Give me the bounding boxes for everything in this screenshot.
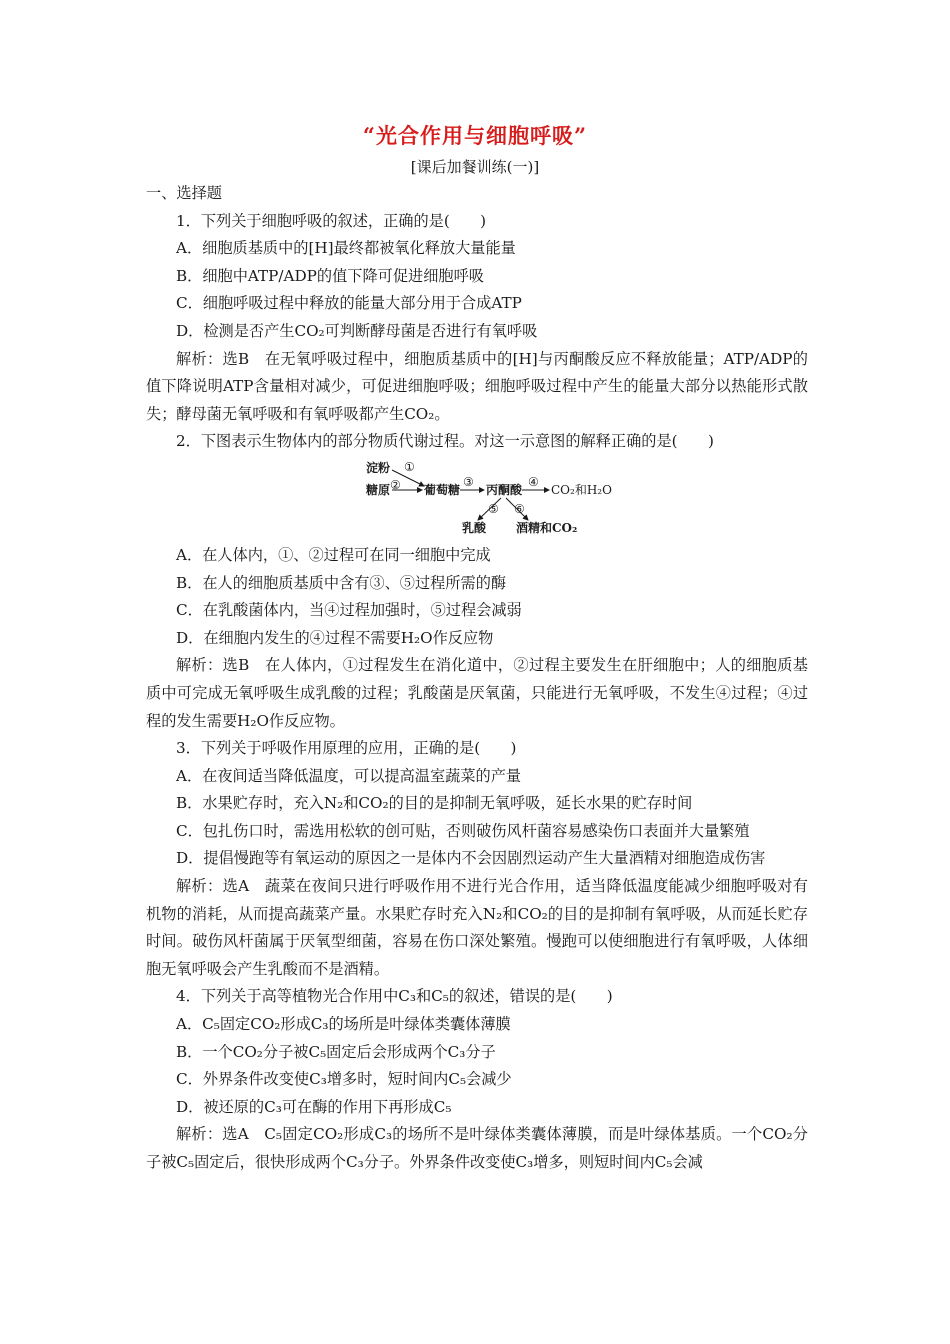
q2-option-d: D．在细胞内发生的④过程不需要H₂O作反应物 [176, 628, 494, 647]
q1-stem: 1．下列关于细胞呼吸的叙述，正确的是( ) [176, 211, 487, 230]
document-body [146, 180, 808, 1177]
step-2-label: ② [390, 477, 401, 492]
q3-option-d: D．提倡慢跑等有氧运动的原因之一是体内不会因剧烈运动产生大量酒精对细胞造成伤害 [176, 849, 766, 868]
glycogen-label: 糖原 [366, 482, 391, 497]
q3-analysis: 解析：选A 蔬菜在夜间只进行呼吸作用不进行光合作用，适当降低温度能减少细胞呼吸对有机物的消耗，从而提高蔬菜产量。水果贮存时充入N₂和CO₂的目的是抑制有氧呼吸，从而延长贮存时间。破伤风杆菌属于厌氧型细菌，容易在伤口深处繁殖。慢跑可以使细胞进行有氧呼吸，人体细胞无氧呼吸会产生乳酸而不是酒精。 [146, 877, 808, 978]
q3-option-a: A．在夜间适当降低温度，可以提高温室蔬菜的产量 [176, 766, 522, 785]
q3-stem: 3．下列关于呼吸作用原理的应用，正确的是( ) [176, 739, 517, 758]
q2-stem: 2．下图表示生物体内的部分物质代谢过程。对这一示意图的解释正确的是( ) [176, 432, 714, 451]
q1-analysis: 解析：选B 在无氧呼吸过程中，细胞质基质中的[H]与丙酮酸反应不释放能量；ATP/ADP的值下降说明ATP含量相对减少，可促进细胞呼吸；细胞呼吸过程中产生的能量大部分以热能形式散失；酵母菌无氧呼吸和有氧呼吸都产生CO₂。 [146, 349, 808, 423]
step-4-label: ④ [528, 474, 539, 489]
q1-option-a: A．细胞质基质中的[H]最终都被氧化释放大量能量 [176, 239, 516, 258]
step-6-label: ⑥ [514, 501, 525, 516]
section-heading: 一、选择题 [146, 184, 222, 202]
q2-option-c: C．在乳酸菌体内，当④过程加强时，⑤过程会减弱 [176, 601, 522, 620]
starch-label: 淀粉 [366, 460, 391, 475]
q4-stem: 4．下列关于高等植物光合作用中C₃和C₅的叙述，错误的是( ) [176, 987, 613, 1006]
document-subtitle: [课后加餐训练(一)] [410, 158, 540, 176]
alcohol-co2-label: 酒精和CO₂ [516, 520, 578, 535]
q4-option-c: C．外界条件改变使C₃增多时，短时间内C₅会减少 [176, 1070, 512, 1089]
q3-option-b: B．水果贮存时，充入N₂和CO₂的目的是抑制无氧呼吸，延长水果的贮存时间 [176, 794, 693, 813]
q1-option-d: D．检测是否产生CO₂可判断酵母菌是否进行有氧呼吸 [176, 321, 538, 340]
final-products-label: CO₂和H₂O [551, 482, 612, 497]
q2-option-a: A．在人体内，①、②过程可在同一细胞中完成 [176, 545, 491, 564]
glucose-label: 葡萄糖 [424, 482, 461, 497]
metabolism-diagram [146, 458, 808, 538]
q4-option-d: D．被还原的C₃可在酶的作用下再形成C₅ [176, 1097, 452, 1116]
lactic-acid-label: 乳酸 [462, 520, 487, 535]
q1-option-c: C．细胞呼吸过程中释放的能量大部分用于合成ATP [176, 294, 522, 313]
step-5-label: ⑤ [488, 501, 499, 516]
q4-option-b: B．一个CO₂分子被C₅固定后会形成两个C₃分子 [176, 1042, 496, 1061]
q4-option-a: A．C₅固定CO₂形成C₃的场所是叶绿体类囊体薄膜 [176, 1015, 511, 1034]
q1-option-b: B．细胞中ATP/ADP的值下降可促进细胞呼吸 [176, 266, 484, 285]
step-3-label: ③ [463, 474, 474, 489]
step-1-label: ① [404, 459, 415, 474]
document-title: “光合作用与细胞呼吸” [362, 123, 588, 148]
q2-option-b: B．在人的细胞质基质中含有③、⑤过程所需的酶 [176, 573, 507, 592]
pyruvate-label: 丙酮酸 [486, 482, 523, 497]
q4-analysis: 解析：选A C₅固定CO₂形成C₃的场所不是叶绿体类囊体薄膜，而是叶绿体基质。一个CO₂分子被C₅固定后，很快形成两个C₃分子。外界条件改变使C₃增多，则短时间内C₅会减 [146, 1125, 808, 1171]
q2-analysis: 解析：选B 在人体内，①过程发生在消化道中，②过程主要发生在肝细胞中；人的细胞质基质中可完成无氧呼吸生成乳酸的过程；乳酸菌是厌氧菌，只能进行无氧呼吸，不发生④过程；④过程的发生需要H₂O作反应物。 [146, 656, 808, 730]
q3-option-c: C．包扎伤口时，需选用松软的创可贴，否则破伤风杆菌容易感染伤口表面并大量繁殖 [176, 821, 750, 840]
